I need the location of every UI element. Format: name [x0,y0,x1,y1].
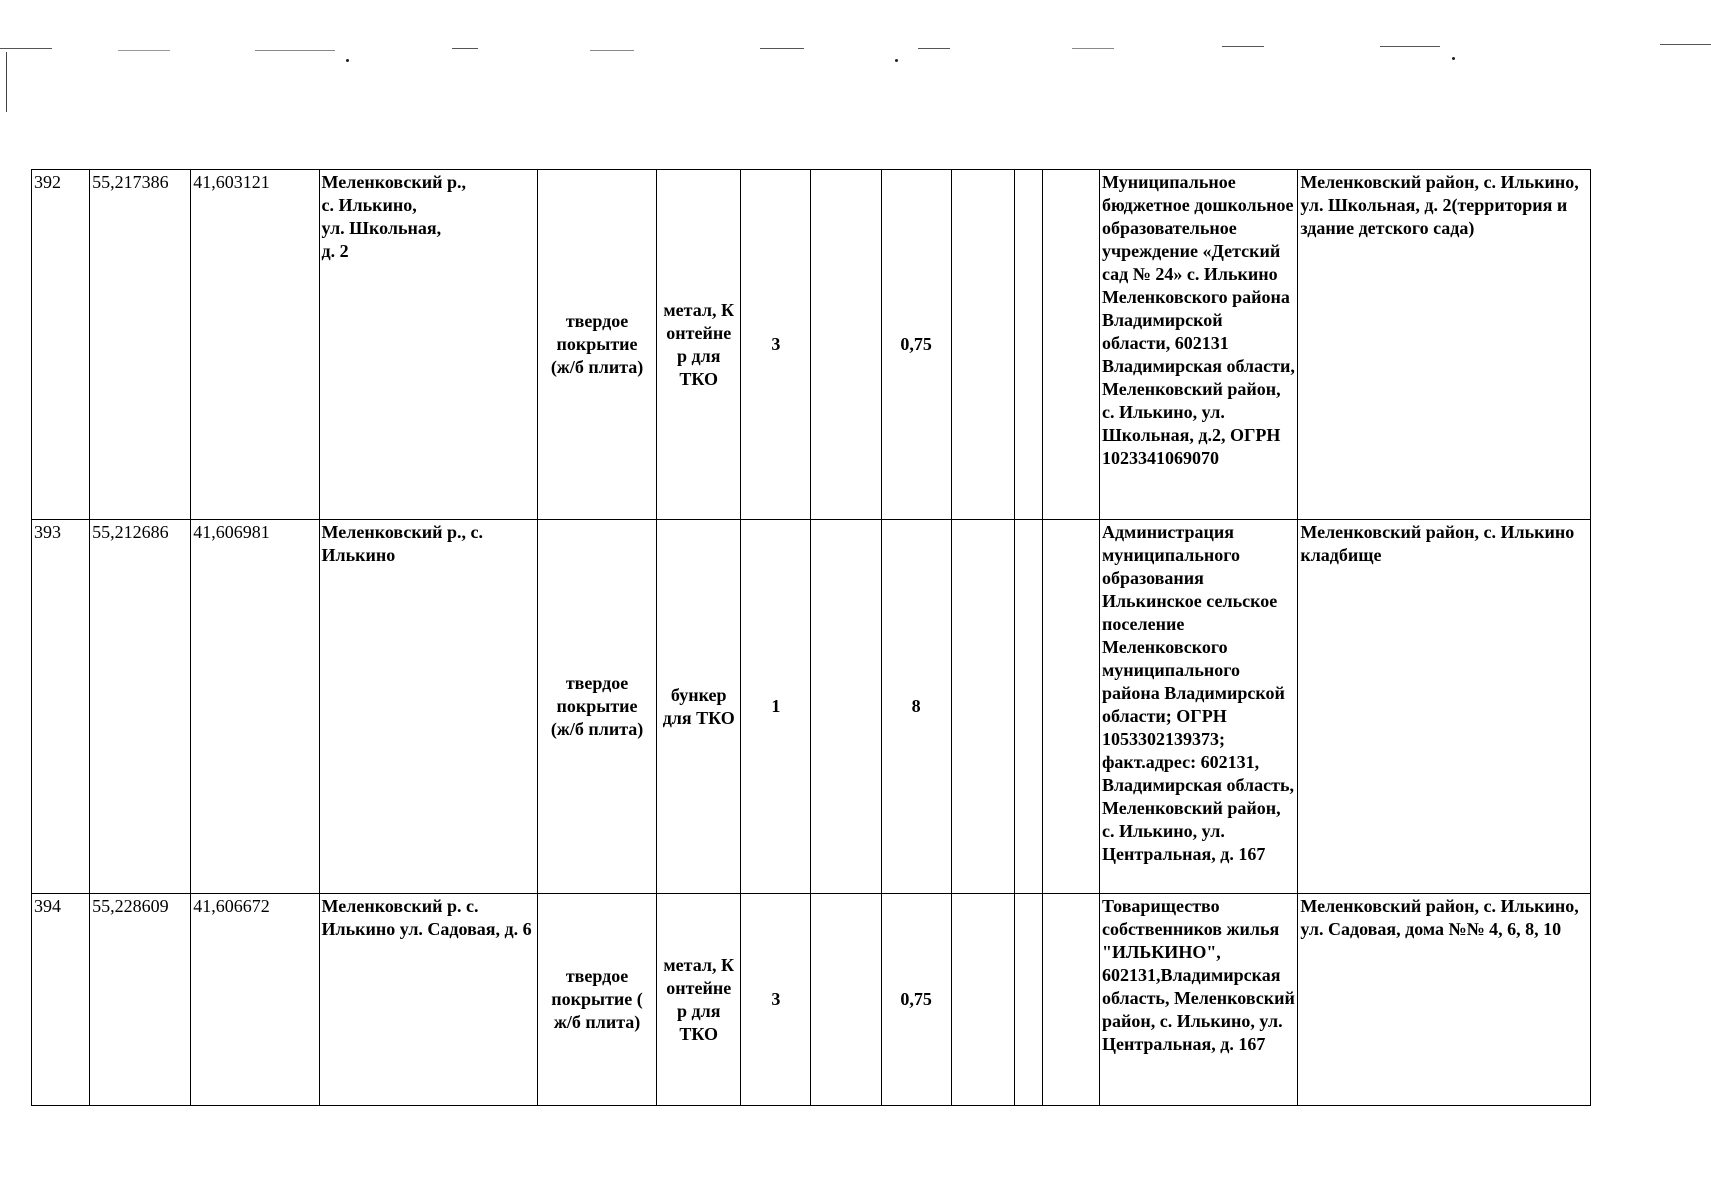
container-volume-cell: 8 [881,520,951,894]
waste-source-cell: Меленковский район, с. Илькино, ул. Садовая, дома №№ 4, 6, 8, 10 [1298,894,1591,1106]
empty-cell [1042,894,1099,1106]
empty-cell [1042,170,1099,520]
waste-source-cell: Меленковский район, с. Илькино, ул. Школьная, д. 2(территория и здание детского сада) [1298,170,1591,520]
container-count-cell: 3 [741,894,811,1106]
empty-cell [1014,520,1042,894]
longitude-cell: 41,606672 [191,894,319,1106]
latitude-cell: 55,212686 [90,520,191,894]
latitude-cell: 55,217386 [90,170,191,520]
empty-cell [951,894,1014,1106]
surface-cell: твердое покрытие ( ж/б плита) [537,894,656,1106]
longitude-cell: 41,606981 [191,520,319,894]
surface-cell: твердое покрытие (ж/б плита) [537,170,656,520]
container-count-cell: 1 [741,520,811,894]
empty-cell [951,520,1014,894]
empty-cell [811,894,881,1106]
row-number: 393 [32,520,90,894]
container-type-cell: метал, К онтейне р для ТКО [657,170,741,520]
owner-cell: Муниципальное бюджетное дошкольное образовательное учреждение «Детский сад № 24» с. Илькино Меленковского района Владимирской области, 602131 Владимирская области, Меленковский район, с. Илькино, ул. Школьная, д.2, ОГРН 1023341069070 [1099,170,1297,520]
latitude-cell: 55,228609 [90,894,191,1106]
empty-cell [1042,520,1099,894]
container-volume-cell: 0,75 [881,170,951,520]
empty-cell [951,170,1014,520]
owner-cell: Товарищество собственников жилья "ИЛЬКИНО", 602131,Владимирская область, Меленковский район, с. Илькино, ул. Центральная, д. 167 [1099,894,1297,1106]
empty-cell [1014,894,1042,1106]
empty-cell [811,520,881,894]
registry-table [31,169,1591,1106]
owner-cell: Администрация муниципального образования Илькинское сельское поселение Меленковского муниципального района Владимирской области; ОГРН 1053302139373; факт.адрес: 602131, Владимирская область, Меленковский район, с. Илькино, ул. Центральная, д. 167 [1099,520,1297,894]
row-number: 392 [32,170,90,520]
longitude-cell: 41,603121 [191,170,319,520]
waste-source-cell: Меленковский район, с. Илькино кладбище [1298,520,1591,894]
address-cell: Меленковский р., с. Илькино, ул. Школьная, д. 2 [319,170,537,520]
container-count-cell: 3 [741,170,811,520]
row-number: 394 [32,894,90,1106]
address-cell: Меленковский р. с. Илькино ул. Садовая, д. 6 [319,894,537,1106]
table-row [32,170,1591,520]
scan-artifacts [0,0,1711,130]
surface-cell: твердое покрытие (ж/б плита) [537,520,656,894]
empty-cell [1014,170,1042,520]
address-cell: Меленковский р., с. Илькино [319,520,537,894]
table-row [32,520,1591,894]
container-type-cell: метал, К онтейне р для ТКО [657,894,741,1106]
table-row [32,894,1591,1106]
container-volume-cell: 0,75 [881,894,951,1106]
container-type-cell: бункер для ТКО [657,520,741,894]
empty-cell [811,170,881,520]
